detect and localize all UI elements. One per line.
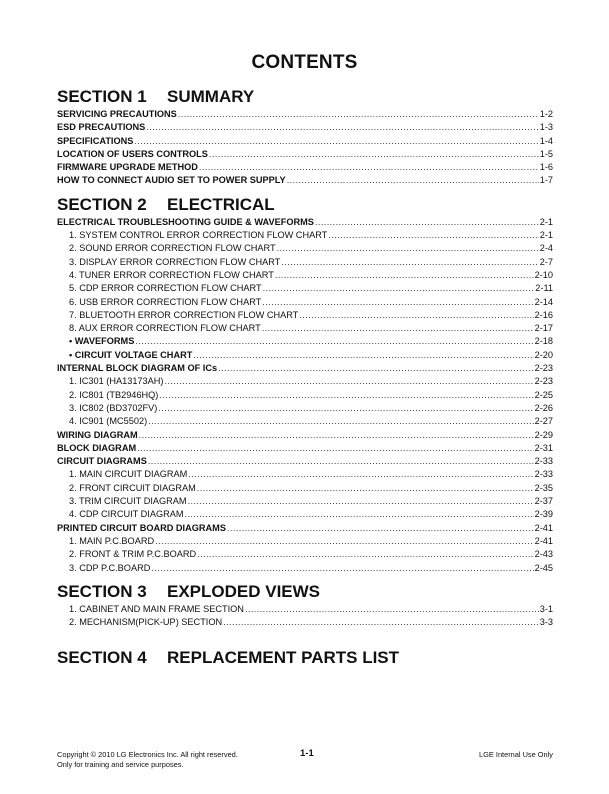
toc-entry[interactable]	[57, 148, 553, 161]
toc-entry-page: 2-33	[534, 469, 553, 480]
toc-entry-page: 2-20	[534, 349, 553, 360]
toc-section	[57, 194, 553, 575]
toc-entry-page: 1-4	[539, 135, 553, 146]
dot-leader	[134, 135, 538, 148]
toc-entry[interactable]	[57, 269, 553, 282]
toc-entry[interactable]	[57, 121, 553, 134]
page-number: 1-1	[300, 748, 314, 759]
toc-entry-label: 4. TUNER ERROR CORRECTION FLOW CHART	[69, 269, 274, 280]
internal-use-notice: LGE Internal Use Only	[479, 750, 553, 759]
section-heading	[57, 194, 553, 216]
toc-entry-page: 2-31	[534, 442, 553, 453]
dot-leader	[188, 468, 533, 481]
toc-entry[interactable]	[57, 495, 553, 508]
section-title: REPLACEMENT PARTS LIST	[167, 648, 400, 668]
dot-leader	[148, 455, 534, 468]
toc-entry-page: 2-39	[534, 509, 553, 520]
toc-entry-label: ELECTRICAL TROUBLESHOOTING GUIDE & WAVEFORMS	[57, 216, 314, 227]
section-heading	[57, 647, 553, 669]
toc-entry[interactable]	[57, 562, 553, 575]
toc-section	[57, 86, 553, 188]
dot-leader	[199, 161, 539, 174]
toc-entry[interactable]	[57, 468, 553, 481]
toc-entry[interactable]	[57, 309, 553, 322]
toc-entry-label: 1. MAIN P.C.BOARD	[69, 535, 155, 546]
toc-entry-page: 2-23	[534, 376, 553, 387]
toc-entry-label: ESD PRECAUTIONS	[57, 122, 146, 133]
toc-entry-label: 3. TRIM CIRCUIT DIAGRAM	[69, 496, 187, 507]
toc-entry[interactable]	[57, 362, 553, 375]
toc-entry-page: 2-41	[534, 535, 553, 546]
dot-leader	[197, 548, 533, 561]
dot-leader	[245, 603, 539, 616]
toc-entry-page: 2-29	[534, 429, 553, 440]
toc-entry[interactable]	[57, 216, 553, 229]
dot-leader	[146, 121, 538, 134]
dot-leader	[164, 375, 533, 388]
toc-entry-label: PRINTED CIRCUIT BOARD DIAGRAMS	[57, 522, 226, 533]
dot-leader	[197, 482, 534, 495]
toc-entry-label: 6. USB ERROR CORRECTION FLOW CHART	[69, 296, 262, 307]
section-number: SECTION 1	[57, 87, 147, 106]
toc-entry[interactable]	[57, 535, 553, 548]
dot-leader	[315, 216, 539, 229]
toc-entry-page: 3-3	[539, 617, 553, 628]
toc-entry-label: 4. CDP CIRCUIT DIAGRAM	[69, 509, 184, 520]
dot-leader	[193, 349, 533, 362]
toc-entry[interactable]	[57, 548, 553, 561]
toc-entry[interactable]	[57, 296, 553, 309]
toc-entry-page: 2-1	[539, 216, 553, 227]
toc-entry-page: 2-43	[534, 549, 553, 560]
toc-entry-page: 2-7	[539, 256, 553, 267]
toc-entry-label: 1. CABINET AND MAIN FRAME SECTION	[69, 603, 244, 614]
toc-entry-page: 1-7	[539, 175, 553, 186]
toc-entry-label: 2. FRONT & TRIM P.C.BOARD	[69, 549, 197, 560]
toc-entry-label: 1. IC301 (HA13173AH)	[69, 376, 164, 387]
toc-entry[interactable]	[57, 429, 553, 442]
section-number: SECTION 2	[57, 194, 147, 214]
dot-leader	[155, 535, 534, 548]
dot-leader	[262, 322, 534, 335]
dot-leader	[148, 415, 533, 428]
toc-entry[interactable]	[57, 335, 553, 348]
toc-entry[interactable]	[57, 135, 553, 148]
toc-entry-page: 2-4	[539, 243, 553, 254]
toc-entry[interactable]	[57, 389, 553, 402]
dot-leader	[188, 495, 534, 508]
toc-entry-page: 2-33	[534, 456, 553, 467]
dot-leader	[277, 242, 539, 255]
toc-entry[interactable]	[57, 415, 553, 428]
section-title: EXPLODED VIEWS	[167, 581, 321, 601]
toc-entry-page: 2-17	[534, 323, 553, 334]
toc-entry-page: 2-27	[534, 416, 553, 427]
toc-entry-page: 2-11	[535, 283, 553, 294]
toc-entry-page: 2-37	[534, 496, 553, 507]
section-number: SECTION 4	[57, 648, 147, 668]
page-title: CONTENTS	[251, 52, 358, 73]
section-heading	[57, 581, 553, 603]
dot-leader	[262, 296, 533, 309]
toc-entry-page: 2-45	[534, 562, 553, 573]
dot-leader	[328, 229, 538, 242]
toc-entry-page: 2-1	[539, 230, 553, 241]
toc-entry[interactable]	[57, 442, 553, 455]
toc-entry-label: WIRING DIAGRAM	[57, 429, 138, 440]
dot-leader	[263, 282, 535, 295]
toc-entry[interactable]	[57, 282, 553, 295]
toc-entry-label: 5. CDP ERROR CORRECTION FLOW CHART	[69, 283, 262, 294]
toc-entry-label: SPECIFICATIONS	[57, 135, 134, 146]
toc-entry-page: 2-10	[534, 269, 553, 280]
toc-entry-page: 2-23	[534, 363, 553, 374]
section-title: ELECTRICAL	[167, 194, 275, 214]
toc-entry[interactable]	[57, 256, 553, 269]
toc-entry-page: 2-41	[534, 522, 553, 533]
toc-entry[interactable]	[57, 229, 553, 242]
toc-entry-label: 2. SOUND ERROR CORRECTION FLOW CHART	[69, 243, 276, 254]
copyright-notice	[57, 750, 238, 770]
toc-entry-label: 1. SYSTEM CONTROL ERROR CORRECTION FLOW CHART	[69, 230, 328, 241]
toc-entry-label: LOCATION OF USERS CONTROLS	[57, 148, 208, 159]
dot-leader	[287, 174, 539, 187]
toc-entry[interactable]	[57, 322, 553, 335]
toc-entry-label: CIRCUIT DIAGRAMS	[57, 456, 147, 467]
toc-entry[interactable]	[57, 482, 553, 495]
toc-entry-label: 2. FRONT CIRCUIT DIAGRAM	[69, 482, 196, 493]
toc-section	[57, 647, 553, 669]
toc-entry[interactable]	[57, 375, 553, 388]
dot-leader	[139, 429, 534, 442]
dot-leader	[135, 335, 533, 348]
toc-entry[interactable]	[57, 174, 553, 187]
toc-entry-page: 2-18	[534, 336, 553, 347]
dot-leader	[151, 562, 533, 575]
copyright-line-2: Only for training and service purposes.	[57, 760, 184, 769]
toc-entry-page: 2-14	[534, 296, 553, 307]
toc-entry[interactable]	[57, 603, 553, 616]
dot-leader	[209, 148, 539, 161]
dot-leader	[299, 309, 533, 322]
toc-entry-label: HOW TO CONNECT AUDIO SET TO POWER SUPPLY	[57, 175, 286, 186]
toc-entry[interactable]	[57, 522, 553, 535]
toc-entry-label: 7. BLUETOOTH ERROR CORRECTION FLOW CHART	[69, 309, 299, 320]
toc-entry-page: 1-5	[539, 148, 553, 159]
dot-leader	[275, 269, 534, 282]
toc-entry-label: • WAVEFORMS	[69, 336, 135, 347]
toc-entry-page: 2-25	[534, 389, 553, 400]
toc-entry[interactable]	[57, 402, 553, 415]
section-title: SUMMARY	[167, 87, 255, 106]
dot-leader	[178, 108, 539, 121]
dot-leader	[158, 402, 533, 415]
toc-entry[interactable]	[57, 161, 553, 174]
toc-entry-label: 1. MAIN CIRCUIT DIAGRAM	[69, 469, 188, 480]
dot-leader	[218, 362, 534, 375]
toc-section	[57, 581, 553, 630]
toc-entry-page: 2-16	[534, 309, 553, 320]
toc-entry[interactable]	[57, 349, 553, 362]
toc-entry-label: 2. MECHANISM(PICK-UP) SECTION	[69, 617, 223, 628]
section-number: SECTION 3	[57, 581, 147, 601]
toc-entry-label: 4. IC901 (MC5502)	[69, 416, 148, 427]
toc-entry-label: INTERNAL BLOCK DIAGRAM OF ICs	[57, 363, 218, 374]
table-of-contents	[57, 86, 553, 669]
toc-entry-label: 8. AUX ERROR CORRECTION FLOW CHART	[69, 323, 261, 334]
toc-entry-page: 1-3	[539, 122, 553, 133]
toc-entry-label: 3. CDP P.C.BOARD	[69, 562, 151, 573]
toc-entry-label: FIRMWARE UPGRADE METHOD	[57, 162, 198, 173]
dot-leader	[185, 508, 534, 521]
dot-leader	[159, 389, 533, 402]
toc-entry-page: 1-6	[539, 162, 553, 173]
dot-leader	[227, 522, 534, 535]
toc-entry-page: 1-2	[539, 109, 553, 119]
toc-entry-page: 2-35	[534, 482, 553, 493]
toc-entry-page: 2-26	[534, 402, 553, 413]
toc-entry-page: 3-1	[539, 603, 553, 614]
toc-entry-label: 3. IC802 (BD3702FV)	[69, 402, 158, 413]
toc-entry-label: BLOCK DIAGRAM	[57, 442, 137, 453]
toc-entry[interactable]	[57, 108, 553, 121]
dot-leader	[223, 616, 539, 629]
dot-leader	[281, 256, 538, 269]
toc-entry[interactable]	[57, 242, 553, 255]
section-heading	[57, 86, 553, 108]
toc-entry-label: 2. IC801 (TB2946HQ)	[69, 389, 159, 400]
toc-entry-label: SERVICING PRECAUTIONS	[57, 109, 177, 119]
toc-entry-label: • CIRCUIT VOLTAGE CHART	[69, 349, 193, 360]
toc-entry[interactable]	[57, 455, 553, 468]
toc-entry[interactable]	[57, 616, 553, 629]
dot-leader	[137, 442, 534, 455]
toc-entry[interactable]	[57, 508, 553, 521]
toc-entry-label: 3. DISPLAY ERROR CORRECTION FLOW CHART	[69, 256, 281, 267]
copyright-line-1: Copyright © 2010 LG Electronics Inc. All right reserved.	[57, 750, 238, 759]
